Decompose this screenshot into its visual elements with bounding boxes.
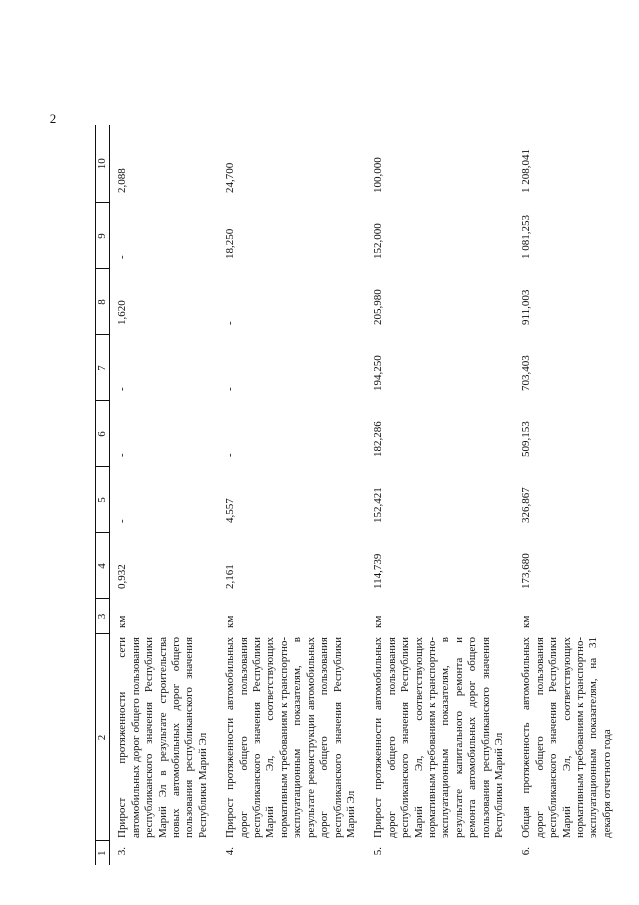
- row-number: 5.: [372, 847, 385, 856]
- value-cell: 703,403: [520, 355, 533, 391]
- indicator-name: Прирост протяженности сети автомобильных дорог общего пользования республиканского значения Республики Марий Эл в результате строительства новых автомобильных дорог общего пользования республиканского значения Республики Марий Эл: [116, 637, 209, 838]
- table-row: [110, 125, 218, 865]
- col-header: 10: [96, 125, 110, 203]
- value-cell: 326,867: [520, 487, 533, 523]
- value-cell: 0,932: [116, 564, 129, 589]
- col-header: 5: [96, 467, 110, 533]
- value-cell: 4,557: [224, 498, 237, 523]
- unit-cell: км: [224, 615, 237, 628]
- col-header: 3: [96, 599, 110, 634]
- value-cell: -: [116, 519, 129, 523]
- table-row: [514, 125, 622, 865]
- value-cell: 911,003: [520, 289, 533, 325]
- value-cell: 509,153: [520, 421, 533, 457]
- page-number: 2: [49, 111, 57, 127]
- table-row: [218, 125, 366, 865]
- col-header: 4: [96, 533, 110, 599]
- value-cell: -: [116, 387, 129, 391]
- col-header: 6: [96, 401, 110, 467]
- value-cell: -: [116, 255, 129, 259]
- value-cell: 152,000: [372, 223, 385, 259]
- value-cell: 24,700: [224, 162, 237, 193]
- col-header: 1: [96, 841, 110, 865]
- unit-cell: км: [520, 615, 533, 628]
- col-header: 7: [96, 335, 110, 401]
- value-cell: 194,250: [372, 355, 385, 391]
- row-number: 4.: [224, 847, 237, 856]
- value-cell: 2,088: [116, 168, 129, 193]
- value-cell: 173,680: [520, 553, 533, 589]
- table-row: [366, 125, 514, 865]
- row-number: 6.: [520, 847, 533, 856]
- value-cell: -: [116, 453, 129, 457]
- value-cell: 1 081,253: [520, 215, 533, 259]
- col-header: 8: [96, 269, 110, 335]
- value-cell: 1 208,041: [520, 149, 533, 193]
- value-cell: -: [224, 387, 237, 391]
- indicator-name: Прирост протяженности автомобильных дорог общего пользования республиканского значения Республики Марий Эл, соответствующих нормативным требованиям к транспортно-эксплуатационным показателям, в результате капитального ремонта и ремонта автомобильных дорог общего пользования республиканского значения Республики Марий Эл: [372, 637, 505, 838]
- value-cell: 2,161: [224, 564, 237, 589]
- indicator-name: Общая протяженность автомобильных дорог общего пользования республиканского значения Республики Марий Эл, соответствующих нормативным требованиям к транспортно-эксплуатационным показателям, на 31 декабря отчетного года: [520, 637, 613, 838]
- value-cell: 100,000: [372, 157, 385, 193]
- value-cell: 18,250: [224, 228, 237, 259]
- rotated-table-block: [49, 111, 613, 865]
- indicator-name: Прирост протяженности автомобильных дорог общего пользования республиканского значения Республики Марий Эл, соответствующих нормативным требованиям к транспортно-эксплуатационным показателям, в результате реконструкции автомобильных дорог общего пользования республиканского значения Республики Марий Эл: [224, 637, 357, 838]
- value-cell: -: [224, 453, 237, 457]
- row-number: 3.: [116, 847, 129, 856]
- value-cell: -: [224, 321, 237, 325]
- unit-cell: км: [372, 615, 385, 628]
- unit-cell: км: [116, 615, 129, 628]
- value-cell: 114,739: [372, 553, 385, 589]
- indicators-table: [95, 125, 622, 865]
- col-header: 2: [96, 634, 110, 841]
- value-cell: 205,980: [372, 289, 385, 325]
- value-cell: 1,620: [116, 300, 129, 325]
- value-cell: 182,286: [372, 421, 385, 457]
- value-cell: 152,421: [372, 487, 385, 523]
- column-number-row: [96, 125, 110, 865]
- col-header: 9: [96, 203, 110, 269]
